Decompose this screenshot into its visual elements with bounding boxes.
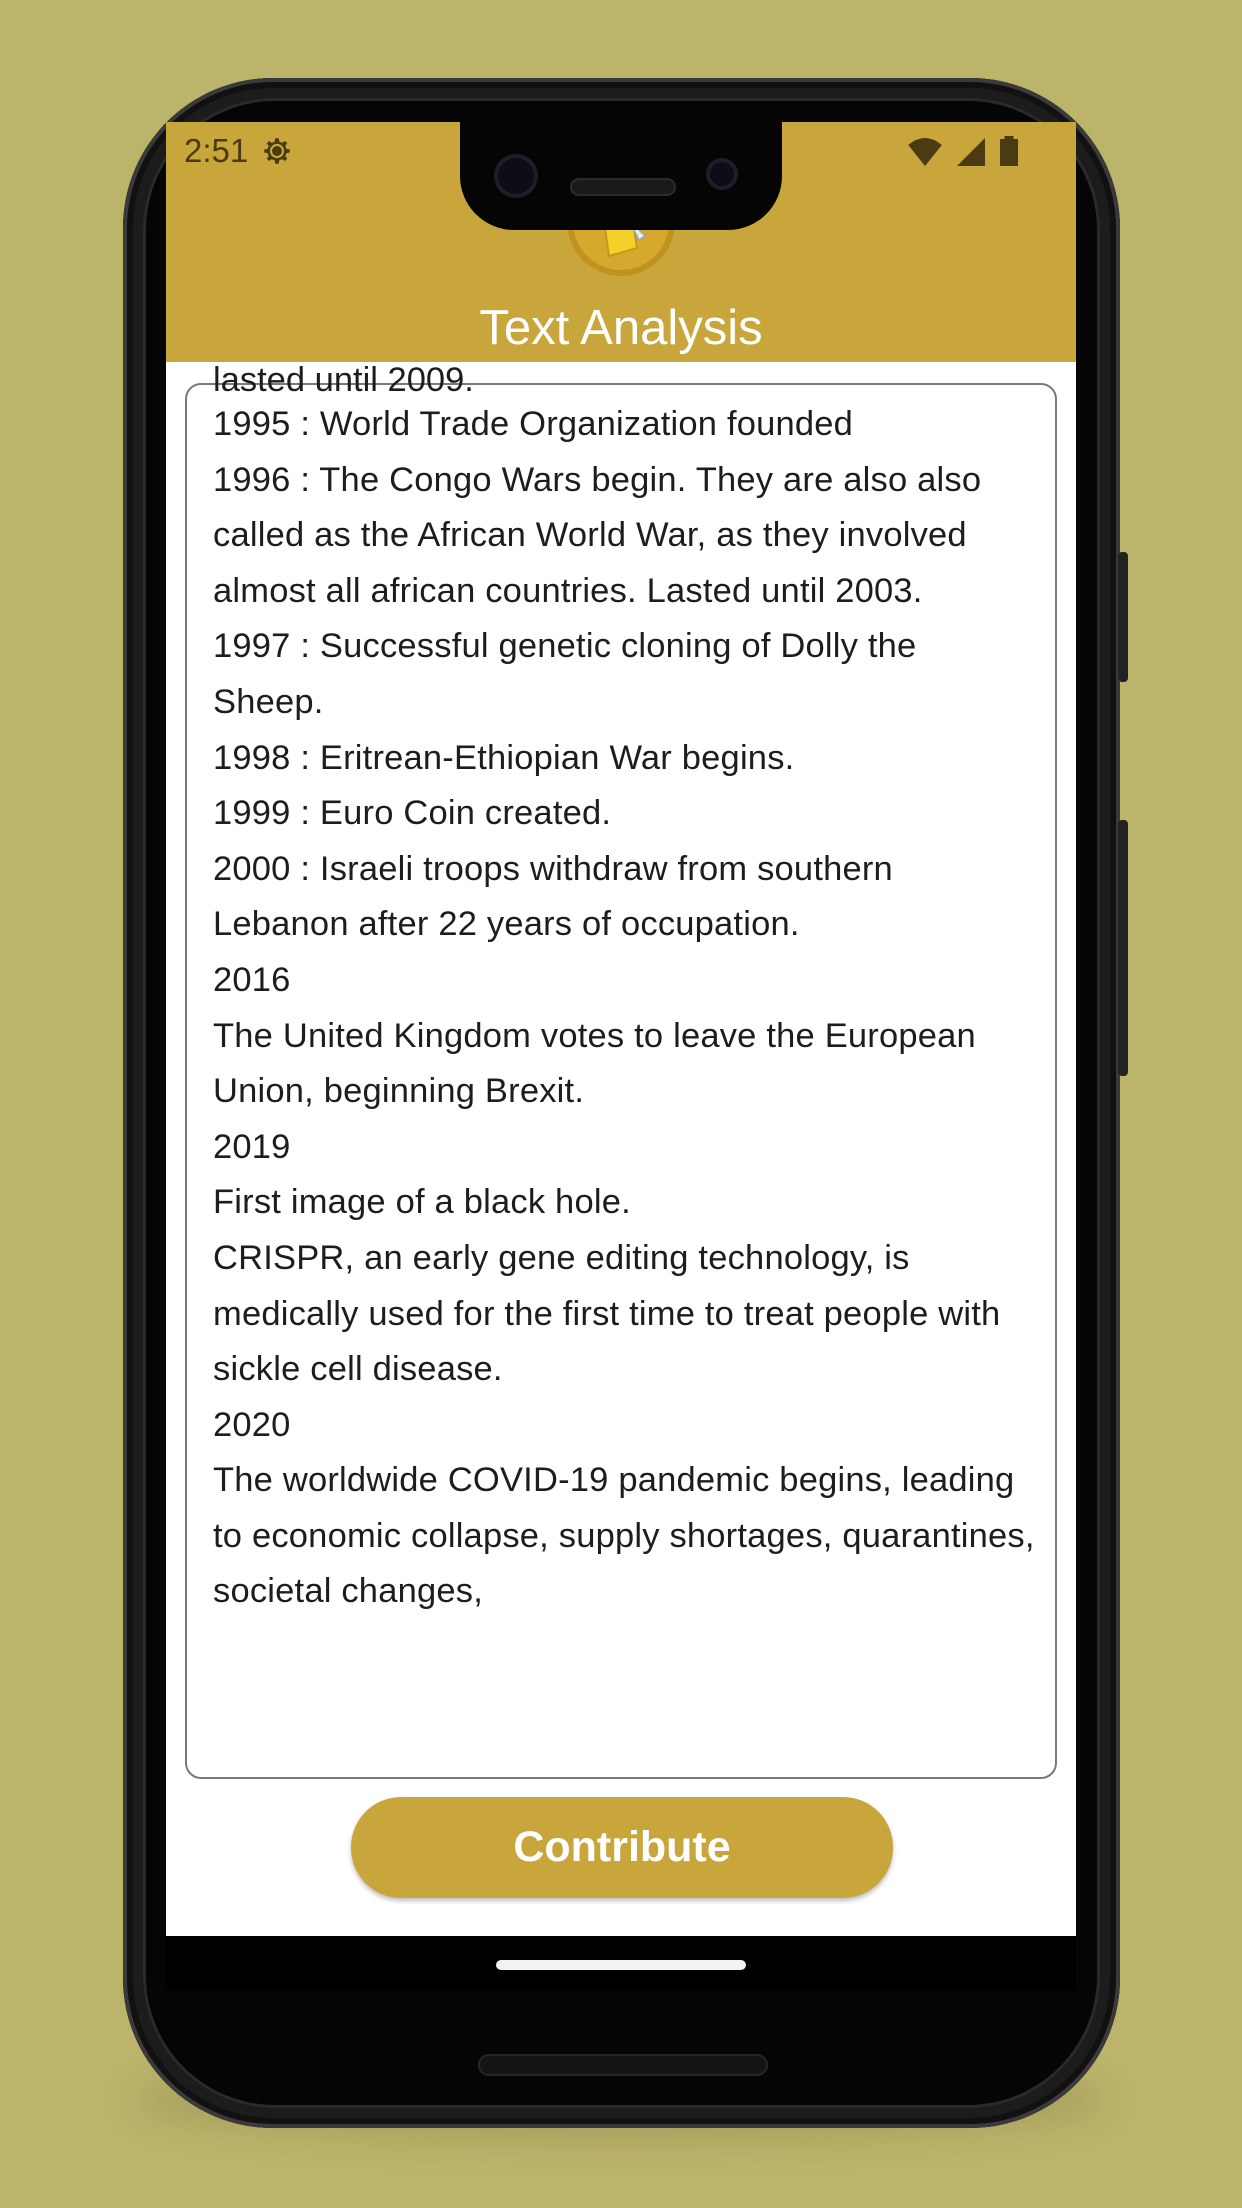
power-button	[1118, 552, 1128, 682]
battery-icon	[1000, 136, 1018, 166]
settings-icon	[260, 134, 294, 168]
signal-icon	[956, 138, 986, 166]
front-sensor	[706, 158, 738, 190]
analysis-text: 1995 : World Trade Organization founded 1996 : The Congo Wars begin. They are also also called as the African World War, as they involved almost all african countries. Lasted until 2003. 1997 : Successful genetic cloning of Dolly the Sheep. 1998 : Eritrean-Ethiopian War begins. 1999 : Euro Coin created. 2000 : Israeli troops withdraw from southern Lebanon after 22 years of occupation. 2016 The United Kingdom votes to leave the European Union, beginning Brexit. 2019 First image of a black hole. CRISPR, an early gene editing technology, is medically used for the first time to treat people with sickle cell disease. 2020 The worldwide COVID-19 pandemic begins, leading to economic collapse, supply shortages, quarantines, societal changes,	[213, 405, 1035, 1611]
status-icons	[908, 136, 1018, 166]
front-camera	[494, 154, 538, 198]
text-input-area[interactable]	[185, 361, 1057, 1779]
screen	[166, 122, 1076, 1990]
cutoff-text-line: lasted until 2009.	[213, 361, 474, 399]
wifi-icon	[908, 138, 942, 166]
volume-button	[1118, 820, 1128, 1076]
status-time: 2:51	[184, 132, 249, 169]
navigation-bar	[166, 1936, 1076, 1990]
contribute-button[interactable]: Contribute	[351, 1797, 893, 1898]
page-title: Text Analysis	[479, 301, 763, 355]
home-gesture-bar[interactable]	[496, 1960, 746, 1970]
earpiece	[570, 178, 676, 196]
bottom-speaker	[478, 2054, 768, 2076]
camera-notch	[460, 122, 782, 230]
